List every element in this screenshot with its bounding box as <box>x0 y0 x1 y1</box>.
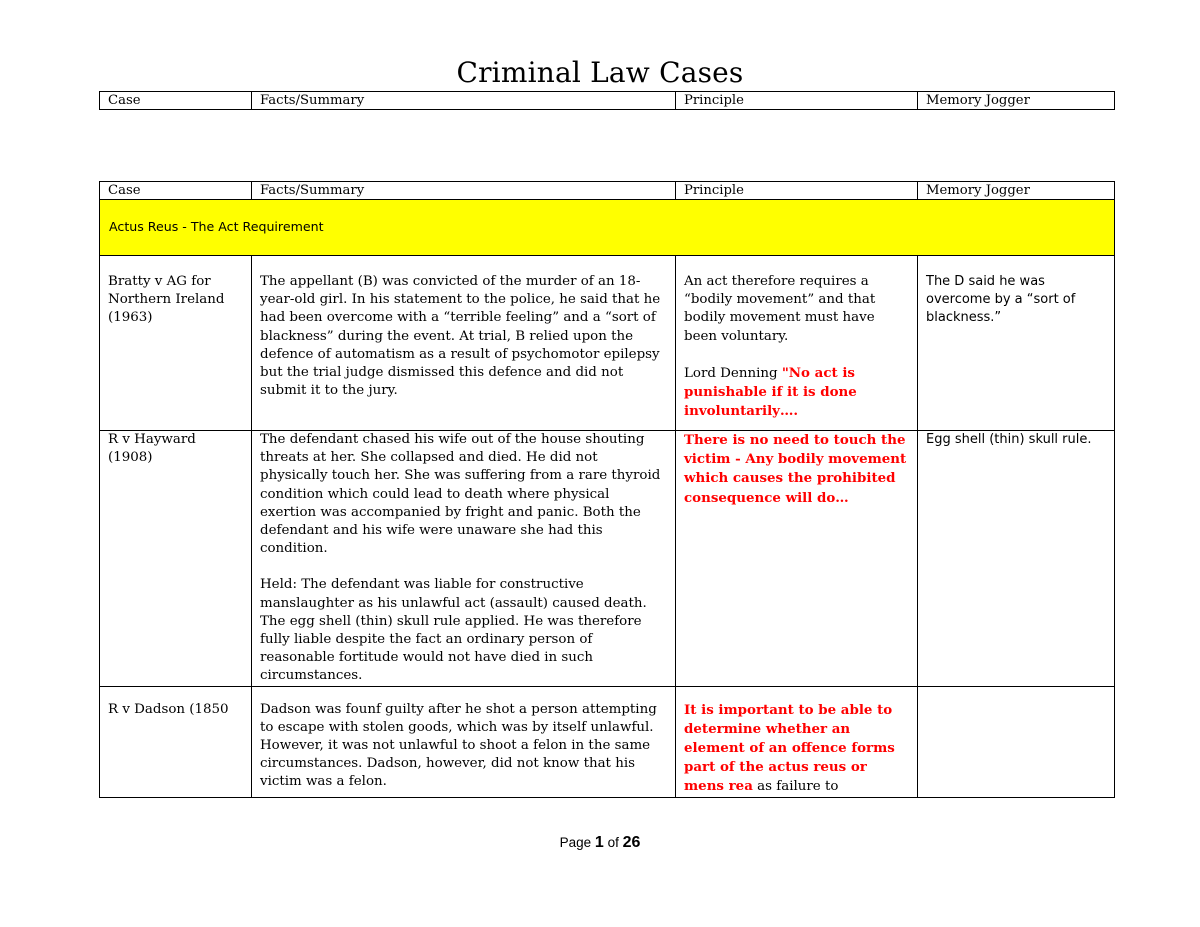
case-principle <box>676 431 918 687</box>
header-case: Case <box>100 182 252 200</box>
page-label: Page <box>559 835 592 850</box>
header-principle: Principle <box>676 182 918 200</box>
memory-jogger <box>918 686 1115 797</box>
header-row <box>100 92 1115 110</box>
principle-quote <box>684 364 909 422</box>
table-row <box>100 686 1115 797</box>
case-facts <box>252 431 676 687</box>
case-name: R v Hayward (1908) <box>100 431 252 687</box>
facts-paragraph: The defendant chased his wife out of the house shouting threats at her. She collapsed and died. He did not physically touch her. She was suffering from a rare thyroid condition which could lead to death where physical exertion was accompanied by fright and panic. Both the defendant and his wife were unaware she had this condition. <box>260 432 661 557</box>
cases-table <box>99 181 1115 798</box>
header-memory: Memory Jogger <box>918 92 1115 110</box>
principle-quote-prefix: Lord Denning <box>684 365 782 381</box>
section-heading: Actus Reus - The Act Requirement <box>100 200 1115 256</box>
facts-held: Held: The defendant was liable for constructive manslaughter as his unlawful act (assault) caused death. The egg shell (thin) skull rule applied. He was therefore fully liable despite the fact an ordinary person of reasonable fortitude would not have died in such circumstances. <box>260 577 647 684</box>
principle-prefix: It <box>684 701 702 718</box>
principle-text: An act therefore requires a “bodily movement” and that bodily movement must have been voluntary. <box>684 274 876 344</box>
case-facts: Dadson was founf guilty after he shot a person attempting to escape with stolen goods, which was by itself unlawful. However, it was not unlawful to shoot a felon in the same circumstances. Dadson, however, did not know that his victim was a felon. <box>252 686 676 797</box>
principle-suffix: as failure to <box>752 779 839 795</box>
header-facts: Facts/Summary <box>252 92 676 110</box>
of-label: of <box>607 835 619 850</box>
memory-jogger: The D said he was overcome by a “sort of blackness.” <box>918 256 1115 431</box>
page-number: 1 <box>594 834 604 851</box>
page-total: 26 <box>622 834 641 851</box>
case-name: Bratty v AG for Northern Ireland (1963) <box>100 256 252 431</box>
header-memory: Memory Jogger <box>918 182 1115 200</box>
case-principle <box>676 686 918 797</box>
page-footer <box>0 834 1200 852</box>
table-header-row <box>100 182 1115 200</box>
header-facts: Facts/Summary <box>252 182 676 200</box>
principle-quote-red: "No act is punishable if it is done involuntarily…. <box>684 364 857 420</box>
header-table <box>99 91 1115 110</box>
document-title: Criminal Law Cases <box>456 56 744 89</box>
case-principle <box>676 256 918 431</box>
principle-red: is important to be able to determine whether an element of an offence forms part of the actus reus or mens rea <box>684 701 895 795</box>
header-principle: Principle <box>676 92 918 110</box>
table-row <box>100 431 1115 687</box>
memory-jogger: Egg shell (thin) skull rule. <box>918 431 1115 687</box>
section-row <box>100 200 1115 256</box>
case-facts: The appellant (B) was convicted of the murder of an 18-year-old girl. In his statement to the police, he said that he had been overcome with a “terrible feeling” and a “sort of blackness” during the event. At trial, B relied upon the defence of automatism as a result of psychomotor epilepsy but the trial judge dismissed this defence and did not submit it to the jury. <box>252 256 676 431</box>
principle-red: There is no need to touch the victim - Any bodily movement which causes the prohibited consequence will do… <box>684 432 907 506</box>
header-case: Case <box>100 92 252 110</box>
case-name: R v Dadson (1850 <box>100 686 252 797</box>
table-row <box>100 256 1115 431</box>
